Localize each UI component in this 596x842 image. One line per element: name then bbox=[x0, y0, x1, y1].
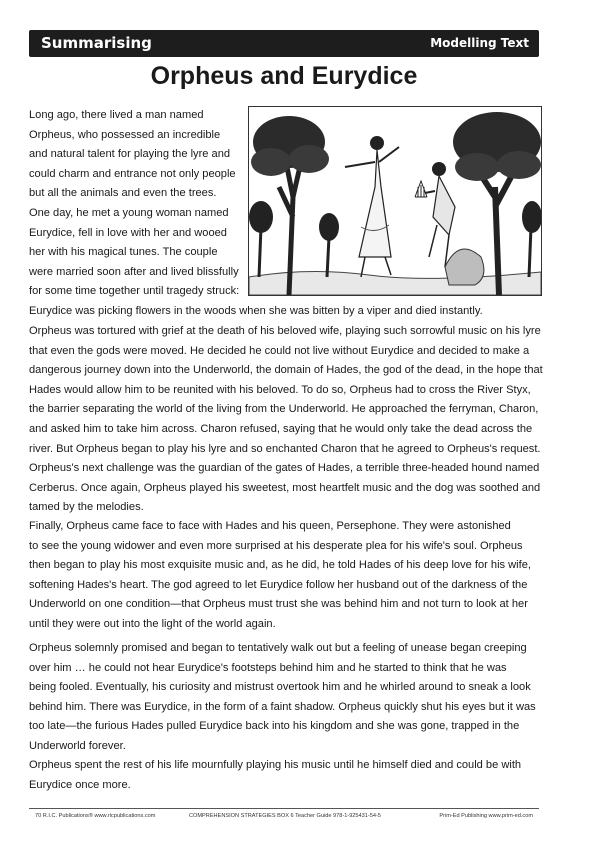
paragraph-line: for some time together until tragedy struck: bbox=[29, 285, 240, 298]
paragraph-line: Underworld on one condition—that Orpheus must trust she was behind him and not turn to look at her bbox=[29, 598, 528, 611]
paragraph-line: Underworld forever. bbox=[29, 739, 126, 752]
paragraph-line: but all the animals and even the trees. bbox=[29, 187, 217, 200]
paragraph-1 bbox=[29, 106, 541, 322]
section-label: Summarising bbox=[41, 34, 152, 52]
paragraph-line: being fooled. Eventually, his curiosity and mistrust overtook him and he whirled around to sneak a look bbox=[29, 681, 531, 694]
paragraph-line: the barrier separating the world of the living from the Underworld. He approached the ferryman, Charon, bbox=[29, 403, 539, 416]
paragraph-line: were married soon after and lived blissfully bbox=[29, 265, 239, 278]
paragraph-line: Eurydice, fell in love with her and wooed bbox=[29, 226, 227, 239]
paragraph-line: One day, he met a young woman named bbox=[29, 206, 229, 219]
paragraph-5 bbox=[29, 756, 541, 795]
paragraph-line: Orpheus was tortured with grief at the death of his beloved wife, playing such sorrowful music on his lyre bbox=[29, 325, 541, 337]
footer-book-title: COMPREHENSION STRATEGIES BOX 6 Teacher Guide 978-1-925431-54-5 bbox=[189, 813, 381, 819]
paragraph-line: too late—the furious Hades pulled Eurydice back into his kingdom and she was gone, trapped in the bbox=[29, 720, 520, 733]
paragraph-line: and natural talent for playing the lyre and bbox=[29, 148, 231, 161]
paragraph-line: tamed by the melodies. bbox=[29, 501, 144, 514]
footer-website: Prim-Ed Publishing www.prim-ed.com bbox=[439, 813, 533, 819]
paragraph-line: then began to play his most exquisite music and, as he did, he told Hades of his deep love for his wife, bbox=[29, 559, 531, 572]
footer-publisher: 70 R.I.C. Publications® www.ricpublications.com bbox=[35, 813, 156, 819]
paragraph-line: Eurydice was picking flowers in the woods when she was bitten by a viper and died instantly. bbox=[29, 304, 483, 317]
page-title: Orpheus and Eurydice bbox=[150, 62, 418, 90]
paragraph-2 bbox=[29, 322, 541, 518]
paragraph-line: softening Hades's heart. The god agreed to let Eurydice follow her husband out of the darkness of the bbox=[29, 578, 528, 591]
paragraph-line: until they were out into the light of the world again. bbox=[29, 617, 276, 630]
paragraph-line: Cerberus. Once again, Orpheus played his sweetest, most heartfelt music and the dog was soothed and bbox=[29, 481, 541, 494]
paragraph-line: her with his magical tunes. The couple bbox=[29, 246, 218, 259]
paragraph-line: Orpheus solemnly promised and began to tentatively walk out but a feeling of unease began creeping bbox=[29, 642, 527, 654]
paragraph-line: Long ago, there lived a man named bbox=[29, 109, 204, 121]
paragraph-line: could charm and entrance not only people bbox=[29, 167, 236, 180]
paragraph-line: over him … he could not hear Eurydice's footsteps behind him and he started to think that he was bbox=[29, 661, 507, 674]
category-label: Modelling Text bbox=[430, 36, 529, 50]
paragraph-line: dangerous journey down into the Underworld, the domain of Hades, the god of the dead, in the hope that bbox=[29, 364, 543, 377]
paragraph-3 bbox=[29, 517, 541, 635]
paragraph-line: behind him. There was Eurydice, in the form of a faint shadow. Orpheus quickly shut his eyes but it was bbox=[29, 700, 536, 713]
paragraph-line: to see the young widower and even more surprised at his desperate plea for his wife's soul. Orpheus bbox=[29, 539, 523, 552]
paragraph-line: and asked him to take him across. Charon refused, saying that he would only take the dead across the bbox=[29, 422, 533, 435]
paragraph-line: Orpheus, who possessed an incredible bbox=[29, 128, 221, 141]
paragraph-line: Eurydice once more. bbox=[29, 778, 131, 791]
paragraph-line: Finally, Orpheus came face to face with Hades and his queen, Persephone. They were astonished bbox=[29, 520, 511, 532]
header-bar bbox=[29, 30, 539, 57]
paragraph-line: Orpheus spent the rest of his life mournfully playing his music until he himself died and could be with bbox=[29, 759, 522, 771]
paragraph-line: Hades would allow him to be reunited with his beloved. To do so, Orpheus had to cross the River Styx, bbox=[29, 383, 531, 396]
paragraph-line: Orpheus's next challenge was the guardian of the gates of Hades, a terrible three-headed hound named bbox=[29, 462, 540, 475]
paragraph-line: river. But Orpheus began to play his lyre and so enchanted Charon that he agreed to Orpheus's request. bbox=[29, 442, 541, 455]
paragraph-4 bbox=[29, 639, 541, 757]
page-footer bbox=[29, 808, 539, 824]
paragraph-line: that even the gods were moved. He decided he could not live without Eurydice and decided to make a bbox=[29, 344, 530, 357]
